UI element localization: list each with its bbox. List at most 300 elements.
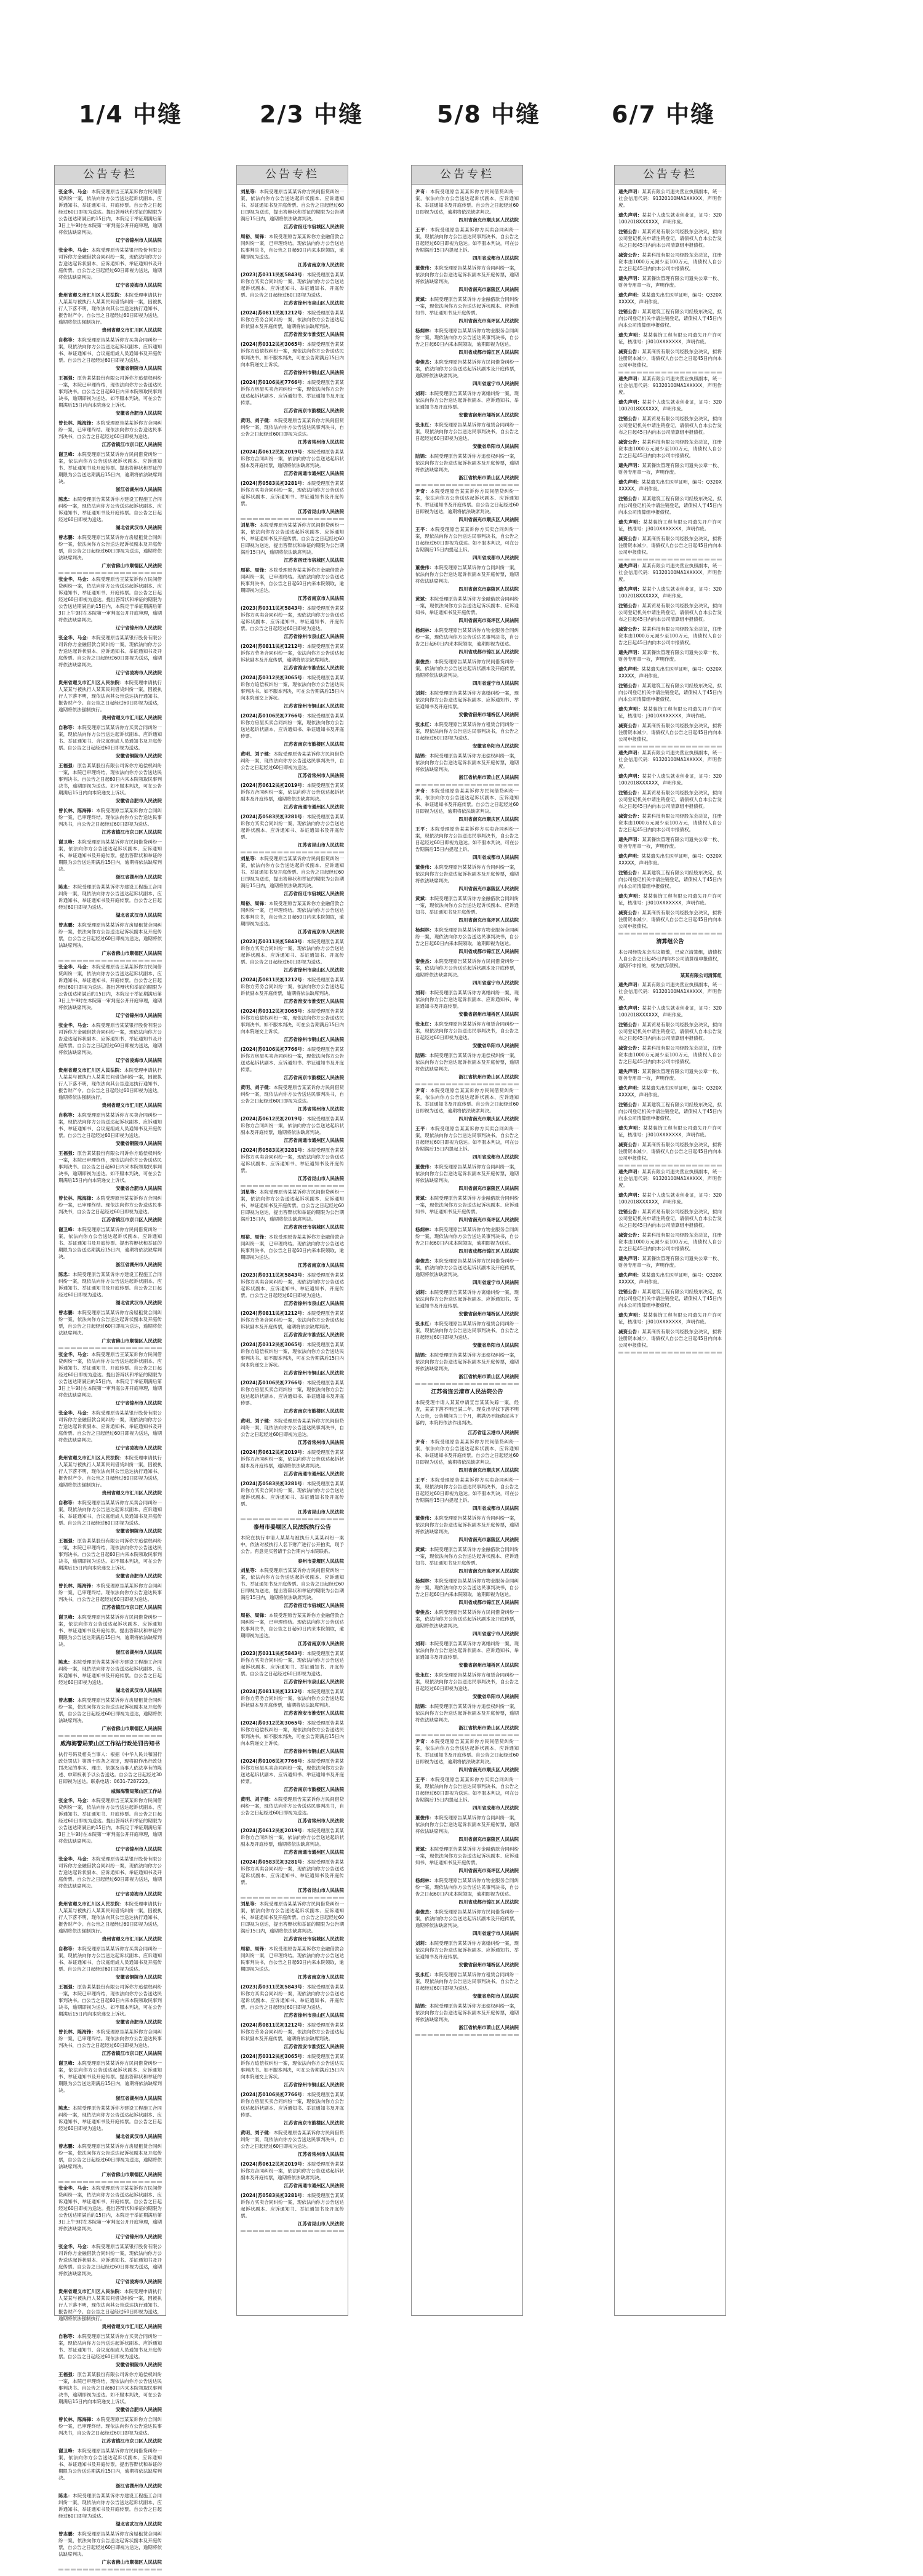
notice-court: 江苏省徐州市泉山区人民法院 bbox=[284, 1679, 344, 1685]
notice-court: 贵州省遵义市汇川区人民法院 bbox=[102, 1936, 162, 1942]
notice-head: 遗失声明： bbox=[618, 666, 642, 672]
notice-text: 某某个人遗失就业创业证，证号：3201002018XXXXXX，声明作废。 bbox=[618, 1005, 722, 1018]
notice-text: 某某商贸有限公司经股东会决议，拟将注册资本减少，请债权人自公告之日起45日内向本公司申报债权。 bbox=[618, 910, 722, 929]
notice-item bbox=[415, 1546, 519, 1574]
notice-item bbox=[241, 188, 344, 230]
notice-text: 本院受理原告某某诉你方民间借贷纠纷一案，现依法向你方公告送达民事判决书，自公告之日起经过60日即视为送达。 bbox=[241, 1085, 344, 1104]
notice-head: 王平： bbox=[415, 527, 431, 532]
notice-text: 某某遗失出生医学证明，编号：Q320XXXXXX，声明作废。 bbox=[618, 1272, 722, 1285]
notice-text: 本院受理原告某某诉你方民间借贷纠纷一案，依法向你方公告送达起诉状副本、应诉通知书、举证通知书及开庭传票。自公告之日起经过60日即视为送达，提出答辩状和举证的期限为公告期满后15日内，逾期将依法缺席判决。 bbox=[241, 1189, 345, 1222]
notice-court: 江苏省南京市鼓楼区人民法院 bbox=[284, 408, 344, 413]
notice-item bbox=[241, 938, 344, 973]
notice-head: 注销公告： bbox=[618, 416, 642, 421]
notice-text: 本院受理申请执行人某某与被执行人某某民间借贷纠纷一案，因被执行人下落不明，现依法向其公告送达执行通知书、报告财产令。自公告之日起经过60日即视为送达，逾期将依法强制执行。 bbox=[58, 292, 162, 325]
notice-court: 江苏省镇江市京口区人民法院 bbox=[102, 829, 162, 835]
notice-court: 辽宁省凌海市人民法院 bbox=[116, 1445, 162, 1451]
notice-head: 张永红： bbox=[415, 1021, 434, 1027]
notice-court: 江苏省南京市人民法院 bbox=[298, 1262, 344, 1268]
notice-text: 本院受理原告某某诉你方买卖合同纠纷一案，现依法向你方公告送达起诉状副本、应诉通知书、举证通知书、合议庭组成人员通知书及开庭传票。自公告之日起经过60日即视为送达。 bbox=[58, 1946, 162, 1972]
notice-head: 王福强： bbox=[58, 763, 78, 768]
notice-text: 某某餐饮管理有限公司遗失公章一枚、财务专用章一枚，声明作废。 bbox=[618, 463, 722, 475]
notice-head: 贵州省遵义市汇川区人民法院： bbox=[58, 1901, 124, 1907]
notice-head: (2024)苏0811民初1212号： bbox=[241, 1310, 307, 1316]
notice-head: 周裕、周锋： bbox=[241, 1946, 269, 1952]
notice-head: 杨炳林： bbox=[415, 1578, 434, 1584]
divider bbox=[58, 1347, 162, 1349]
notice-text: 本院受理原告某某诉你方民间借贷纠纷一案，依法向你方公告送达起诉状副本、应诉通知书、举证通知书及开庭传票。自公告之日起经过60日即视为送达，提出答辩状和举证的期限为公告期满后15日内，逾期将依法缺席判决。 bbox=[241, 856, 345, 888]
notice-text: 某某建筑工程有限公司经股东决定，拟向公司登记机关申请注销登记，请债权人于45日内向本公司清算组申报债权。 bbox=[618, 1102, 722, 1121]
notice-item bbox=[241, 1234, 344, 1269]
notice-head: 陆锦： bbox=[415, 2003, 430, 2009]
notice-head: 自称等： bbox=[58, 725, 78, 730]
notice-item bbox=[415, 2003, 519, 2031]
notice-text: 本院受理原告某某诉你方买卖合同纠纷一案，现依法向你方公告送达起诉状副本、应诉通知书、举证通知书及开庭传票。 bbox=[241, 481, 345, 506]
notice-head: (2024)苏0811民初1212号： bbox=[241, 644, 307, 649]
notice-text: 某某有限公司遗失营业执照副本，统一社会信用代码：91320100MA1XXXXX，声明作废。 bbox=[618, 376, 722, 395]
notice-item bbox=[415, 390, 519, 418]
notice-item bbox=[618, 682, 722, 703]
notice-head: 张金华、马金： bbox=[58, 1410, 92, 1416]
notice-head: 黄明、刘子健： bbox=[241, 1418, 274, 1424]
notice-court: 浙江省湖州市人民法院 bbox=[116, 2483, 162, 2489]
notice-text: 本院受理原告某某诉你方物业服务合同纠纷一案，现依法向你方公告送达民事判决书，自公告之日起60日内来本院领取，逾期即视为送达。 bbox=[415, 628, 519, 647]
notice-item bbox=[618, 439, 722, 459]
notice-item bbox=[241, 1650, 344, 1685]
notice-item bbox=[618, 308, 722, 329]
notice-court: 江苏省宿迁市宿城区人民法院 bbox=[284, 557, 344, 563]
notice-head: 减资公告： bbox=[618, 910, 642, 915]
notice-text: 某某遗失出生医学证明，编号：Q320XXXXXX，声明作废。 bbox=[618, 1085, 722, 1098]
notice-text: 某某装饰工程有限公司遗失开户许可证，核准号：J3010XXXXXXX，声明作废。 bbox=[618, 893, 722, 906]
notice-item bbox=[415, 1703, 519, 1731]
notice-text: 某某个人遗失就业创业证，证号：3201002018XXXXXX，声明作废。 bbox=[618, 773, 722, 786]
notice-head: (2024)苏0811民初1212号： bbox=[241, 977, 307, 983]
notice-item bbox=[618, 649, 722, 663]
notice-head: 陈忠： bbox=[58, 496, 73, 502]
notice-text: 本院受理原告某某诉你方合同纠纷一案，已审理终结。现依法向你方公告送达民事判决书，自公告之日起经过60日即视为送达。 bbox=[58, 2029, 162, 2048]
notice-item bbox=[415, 1814, 519, 1843]
notice-text: 本院受理原告某某诉你方追偿权纠纷一案，依法向你方公告送达起诉状副本及开庭传票，逾期将依法缺席判决。 bbox=[415, 1704, 519, 1723]
notice-item bbox=[618, 1288, 722, 1309]
notice-head: 减资公告： bbox=[618, 723, 642, 728]
notice-text: 某某科技有限公司经股东会决议，注册资本由1000万元减少至100万元，请债权人自公告之日起45日内向本公司申报债权。 bbox=[618, 439, 722, 458]
notice-item bbox=[415, 927, 519, 955]
notice-text: 本院受理原告某某诉你方合同纠纷一案，已审理终结。现依法向你方公告送达民事判决书，自公告之日起经过60日即视为送达。 bbox=[58, 420, 162, 439]
notice-head: 尹奇： bbox=[415, 1088, 431, 1093]
notice-court: 安徽省阜阳市人民法院 bbox=[473, 444, 519, 449]
notice-item bbox=[415, 1609, 519, 1637]
notice-text: 本院受理原告某某诉你方金融借款合同纠纷一案，现依法向你方公告送达起诉状副本、应诉通知书、举证通知书及开庭传票。 bbox=[415, 596, 519, 615]
notice-head: 贵州省遵义市汇川区人民法院： bbox=[58, 680, 124, 685]
notice-text: 本院受理原告某某诉你方民间借贷纠纷一案，依法向你方公告送达起诉状副本及开庭传票，逾期将依法缺席判决。 bbox=[415, 1258, 519, 1277]
notice-text: 本院受理原告某某诉你方民间借贷纠纷一案，依法向你方公告送达起诉状副本及开庭传票，逾期将依法缺席判决。 bbox=[415, 1909, 519, 1928]
notice-head: 注销公告： bbox=[618, 603, 642, 608]
notice-text: 本院受理原告某某诉你方民间借贷纠纷一案，依法向你方公告送达起诉状副本、应诉通知书、举证通知书及开庭传票。自公告之日起经过60日即视为送达，提出答辩状和举证的期限为公告期满后15日内，逾期将依法缺席判决。 bbox=[241, 522, 345, 555]
notice-item bbox=[241, 605, 344, 640]
notice-head: 王福强： bbox=[58, 1538, 78, 1544]
notice-text: 本院受理原告某某诉你方离婚纠纷一案，现依法向你方公告送达起诉状副本、应诉通知书、举证通知书及开庭传票。 bbox=[415, 1641, 519, 1660]
notice-court: 江苏省南京市鼓楼区人民法院 bbox=[284, 1787, 344, 1792]
notice-court: 四川省成都市人民法院 bbox=[473, 1505, 519, 1511]
notice-head: 张金华、马金： bbox=[58, 1352, 92, 1357]
notice-text: 本院受理原告某某诉你方追偿权纠纷一案，现依法向你方公告送达民事判决书。如不服本判决，可在公告期满后15日内向本院递交上诉状。 bbox=[241, 1720, 345, 1746]
notice-item bbox=[415, 658, 519, 687]
notice-court: 四川省遂宁市人民法院 bbox=[473, 381, 519, 386]
notice-text: 原告某某股份有限公司诉你方追偿权纠纷一案，本院已审理终结，现依法向你方公告送达民事判决书。自公告之日起60日内来本院领取民事判决书，逾期即视为送达。如不服本判决，可在公告期满后15日内向本院递交上诉状。 bbox=[58, 1984, 162, 2017]
notice-item bbox=[618, 1068, 722, 1082]
strip-header: 公告专栏 bbox=[237, 165, 348, 185]
notice-text: 某某餐饮管理有限公司遗失公章一枚、财务专用章一枚，声明作废。 bbox=[618, 837, 722, 849]
notice-text: 本院受理原告某某诉你方租赁合同纠纷一案，现依法向你方公告送达民事判决书，自公告之日起经过60日即视为送达。 bbox=[415, 722, 519, 741]
notice-item bbox=[618, 602, 722, 623]
notice-court: 江苏省徐州市铜山区人民法院 bbox=[284, 1037, 344, 1042]
notice-court: 江苏省南京市鼓楼区人民法院 bbox=[284, 1075, 344, 1080]
notice-item bbox=[58, 451, 162, 493]
notice-item bbox=[415, 895, 519, 923]
notice-item bbox=[618, 1125, 722, 1138]
notice-item bbox=[241, 2161, 344, 2189]
section-footer: 威海海警局莱山区工作站 bbox=[111, 1788, 162, 1794]
section-text: 本公司经股东会决议解散，已成立清算组，请债权人自公告之日起45日内向本公司清算组申报债权，逾期不申报的，视为放弃债权。 bbox=[618, 949, 722, 968]
notice-head: 谢卫峰： bbox=[58, 1227, 78, 1232]
notice-item bbox=[58, 963, 162, 1019]
notice-head: 减资公告： bbox=[618, 1232, 642, 1238]
notice-head: (2023)苏0311民初5843号： bbox=[241, 939, 307, 944]
notice-text: 本院受理原告某某诉你方房屋租赁合同纠纷一案，依法向你方公告送达起诉状副本及开庭传票，自公告之日起经过60日即视为送达，逾期将依法缺席判决。 bbox=[58, 2531, 162, 2557]
notice-text: 本院受理原告某某诉你方民间借贷纠纷一案，依法向你方公告送达起诉状副本及开庭传票，逾期将依法缺席判决。 bbox=[415, 1609, 519, 1629]
section-title: 清算组公告 bbox=[656, 939, 684, 945]
notice-text: 某某有限公司遗失营业执照副本，统一社会信用代码：91320100MA1XXXXX，声明作废。 bbox=[618, 189, 722, 208]
section-title: 江苏省连云港市人民法院公告 bbox=[431, 1389, 503, 1395]
notice-head: 减资公告： bbox=[618, 252, 642, 258]
column-title-2-3: 2/3 中缝 bbox=[260, 101, 363, 128]
notice-text: 本院受理原告某某银行股份有限公司诉你方金融借款合同纠纷一案，现依法向你方公告送达起诉状副本、应诉通知书、举证通知书及开庭传票。自公告之日起经过60日即视为送达，逾期将依法缺席判决。 bbox=[58, 2244, 162, 2276]
notice-head: 刘莉： bbox=[415, 1290, 430, 1295]
notice-text: 本院受理原告某某诉你方租赁合同纠纷一案，现依法向你方公告送达民事判决书，自公告之日起经过60日即视为送达。 bbox=[415, 1972, 519, 1991]
notice-text: 本院受理原告某某银行股份有限公司诉你方金融借款合同纠纷一案，现依法向你方公告送达起诉状副本、应诉通知书、举证通知书及开庭传票。自公告之日起经过60日即视为送达，逾期将依法缺席判决。 bbox=[58, 635, 162, 668]
notice-text: 本院受理原告某某诉你方合同纠纷一案，依法向你方公告送达起诉状副本及开庭传票，逾期将依法缺席判决。 bbox=[415, 864, 519, 883]
notice-item bbox=[58, 1309, 162, 1344]
notice-text: 本院受理原告某某诉你方民间借贷纠纷一案，依法向你方公告送达起诉状副本、应诉通知书、举证通知书及开庭传票。自公告之日起经过60日即视为送达，逾期将依法缺席判决。 bbox=[415, 788, 519, 814]
notice-item bbox=[415, 1477, 519, 1512]
notice-head: 董俊伟： bbox=[415, 1815, 434, 1820]
notice-court: 广东省佛山市顺德区人民法院 bbox=[102, 1338, 162, 1344]
notice-item bbox=[241, 480, 344, 515]
divider bbox=[241, 1518, 344, 1520]
notice-head: (2024)苏0583民初3281号： bbox=[241, 1481, 307, 1486]
notice-item bbox=[618, 562, 722, 583]
notice-text: 本院受理原告某某诉你方房屋租赁合同纠纷一案，依法向你方公告送达起诉状副本及开庭传票，自公告之日起经过60日即视为送达，逾期将依法缺席判决。 bbox=[58, 922, 162, 948]
notice-text: 本院受理原告某某诉你方建设工程施工合同纠纷一案，现依法向你方公告送达起诉状副本、应诉通知书、举证通知书及开庭传票。自公告之日起经过60日即视为送达。 bbox=[58, 2493, 162, 2519]
notice-item bbox=[618, 479, 722, 492]
notice-item bbox=[415, 627, 519, 655]
notice-text: 本院受理原告某某诉你方民间借贷纠纷一案，依法向你方公告送达起诉状副本、应诉通知书、举证通知书及开庭传票。提出答辩状和举证的期限为公告送达期满后15日内，逾期将依法缺席判决。 bbox=[58, 1227, 162, 1259]
notice-court: 浙江省湖州市人民法院 bbox=[116, 1649, 162, 1655]
notice-head: 刘莉： bbox=[415, 690, 430, 696]
notice-item bbox=[415, 1195, 519, 1223]
notice-court: 江苏省南通市通州区人民法院 bbox=[284, 1138, 344, 1143]
notice-text: 本院受理原告某某诉你方物业服务合同纠纷一案，现依法向你方公告送达民事判决书，自公告之日起60日内来本院领取，逾期即视为送达。 bbox=[415, 1578, 519, 1597]
notice-court: 四川省南充市高坪区人民法院 bbox=[458, 1868, 519, 1873]
notice-item bbox=[241, 2091, 344, 2126]
notice-text: 本院受理原告某某诉你方买卖合同纠纷一案，现依法向你方公告送达民事判决书，自公告之日起经过60日即视为送达。如不服本判决，可在公告期满后15日内提起上诉。 bbox=[415, 227, 519, 253]
notice-court: 安徽省阜阳市人民法院 bbox=[473, 1342, 519, 1348]
notice-head: (2023)苏0311民初5843号： bbox=[241, 1651, 307, 1656]
notice-court: 浙江省杭州市萧山区人民法院 bbox=[458, 1374, 519, 1379]
notice-head: 张金华、马金： bbox=[58, 1798, 92, 1803]
notice-text: 某某装饰工程有限公司遗失开户许可证，核准号：J3010XXXXXXX，声明作废。 bbox=[618, 519, 722, 532]
notice-text: 某某商贸有限公司经股东会决议，拟将注册资本减少，请债权人自公告之日起45日内向本公司申报债权。 bbox=[618, 1329, 722, 1348]
divider bbox=[618, 1165, 722, 1166]
notice-item bbox=[58, 1984, 162, 2025]
notice-item bbox=[58, 1797, 162, 1852]
notice-court: 江苏省南京市人民法院 bbox=[298, 596, 344, 601]
notice-text: 某某贸易有限公司经股东会决议，拟向公司登记机关申请注销登记，请债权人自本公告发布之日起45日内向本公司清算组申报债权。 bbox=[618, 790, 722, 809]
notice-text: 本院受理原告某某诉你方合同纠纷一案，依法向你方公告送达起诉状副本及开庭传票，逾期将依法缺席判决。 bbox=[241, 2161, 345, 2180]
notice-text: 本院受理原告某某诉你方民间借贷纠纷一案，现依法向你方公告送达民事判决书，自公告之日起经过60日即视为送达。 bbox=[241, 1418, 344, 1437]
notice-text: 本院受理原告某某银行股份有限公司诉你方金融借款合同纠纷一案，现依法向你方公告送达起诉状副本、应诉通知书、举证通知书及开庭传票。自公告之日起经过60日即视为送达，逾期将依法缺席判决。 bbox=[58, 1856, 162, 1889]
notice-head: 董俊伟： bbox=[415, 265, 434, 271]
notice-court: 贵州省遵义市汇川区人民法院 bbox=[102, 327, 162, 333]
notice-head: (2024)苏0312民初3065号： bbox=[241, 2054, 307, 2059]
notice-head: 黄明、刘子健： bbox=[241, 1085, 274, 1090]
notice-court: 安徽省宿州市埇桥区人民法院 bbox=[458, 1962, 519, 1968]
notice-text: 本院受理原告某某诉你方买卖合同纠纷一案，现依法向你方公告送达起诉状副本、应诉通知书、举证通知书、开庭传票。自公告之日起经过60日即视为送达。 bbox=[241, 272, 345, 298]
notice-court: 江苏省淮安市淮安区人民法院 bbox=[284, 1332, 344, 1338]
divider bbox=[618, 372, 722, 373]
notice-head: (2024)苏0106民初7766号： bbox=[241, 380, 307, 385]
notice-court: 四川省南充市嘉陵区人民法院 bbox=[458, 1537, 519, 1542]
notice-head: 谢卫峰： bbox=[58, 452, 78, 457]
notice-text: 本院受理原告某某诉你方买卖合同纠纷一案，现依法向你方公告送达起诉状副本、应诉通知书、举证通知书及开庭传票。 bbox=[241, 1859, 345, 1885]
divider bbox=[241, 1897, 344, 1899]
notice-court: 安徽省阜阳市人民法院 bbox=[473, 743, 519, 749]
notice-head: 黄斌： bbox=[415, 896, 430, 901]
notice-head: 周裕、周锋： bbox=[241, 234, 269, 239]
notice-text: 本院受理原告某某诉你方民间借贷纠纷一案，现依法向你方公告送达民事判决书，自公告之日起经过60日即视为送达。 bbox=[241, 418, 344, 437]
notice-court: 四川省南充市顺庆区人民法院 bbox=[458, 1116, 519, 1122]
notice-court: 浙江省湖州市人民法院 bbox=[116, 874, 162, 880]
notice-text: 本院受理原告某某诉你方民间借贷纠纷一案，依法向你方公告送达起诉状副本、应诉通知书、举证通知书及开庭传票。提出答辩状和举证的期限为公告送达期满后15日内，逾期将依法缺席判决。 bbox=[58, 2448, 162, 2481]
notice-head: 陆锦： bbox=[415, 1704, 430, 1709]
notice-item bbox=[58, 247, 162, 289]
notice-head: 秦俊杰： bbox=[415, 1609, 434, 1615]
notice-text: 本院受理原告某某诉你方合同纠纷一案，已审理终结。现依法向你方公告送达民事判决书，自公告之日起经过60日即视为送达。 bbox=[58, 1195, 162, 1214]
notice-court: 江苏省徐州市泉山区人民法院 bbox=[284, 300, 344, 306]
notice-court: 江苏省南通市通州区人民法院 bbox=[284, 1849, 344, 1855]
notice-text: 某某有限公司遗失营业执照副本，统一社会信用代码：91320100MA1XXXXX，声明作废。 bbox=[618, 563, 722, 582]
notice-court: 江苏省徐州市铜山区人民法院 bbox=[284, 370, 344, 375]
notice-text: 本院受理原告某某诉你方追偿权纠纷一案，依法向你方公告送达起诉状副本及开庭传票，逾期将依法缺席判决。 bbox=[415, 1053, 519, 1072]
notice-text: 本院受理原告某某诉你方建设工程施工合同纠纷一案，现依法向你方公告送达起诉状副本、应诉通知书、举证通知书及开庭传票。自公告之日起经过60日即视为送达。 bbox=[58, 496, 162, 522]
notice-item bbox=[58, 188, 162, 244]
notice-court: 四川省遂宁市人民法院 bbox=[473, 1631, 519, 1637]
notice-court: 江苏省南京市鼓楼区人民法院 bbox=[284, 2120, 344, 2126]
notice-head: 王平： bbox=[415, 826, 431, 832]
notice-text: 本院受理原告某某诉你方买卖合同纠纷一案，现依法向你方公告送达起诉状副本、应诉通知书、举证通知书及开庭传票。 bbox=[241, 2193, 345, 2219]
notice-head: 周裕、周锋： bbox=[241, 567, 269, 573]
notice-item bbox=[618, 188, 722, 209]
notice-head: 注销公告： bbox=[618, 1022, 642, 1027]
notice-court: 浙江省杭州市萧山区人民法院 bbox=[458, 2025, 519, 2030]
notice-item bbox=[58, 1022, 162, 1064]
notice-text: 某某商贸有限公司经股东会决议，拟将注册资本减少，请债权人自公告之日起45日内向本公司申报债权。 bbox=[618, 536, 722, 555]
notice-text: 本院受理原告某某诉你方金融借款合同纠纷一案，现依法向你方公告送达起诉状副本、应诉通知书、举证通知书及开庭传票。 bbox=[415, 896, 519, 915]
notice-item bbox=[618, 981, 722, 1002]
notice-head: 减资公告： bbox=[618, 1142, 642, 1147]
notice-item bbox=[58, 839, 162, 880]
notice-strip-5-8 bbox=[411, 165, 523, 2316]
notice-court: 浙江省杭州市萧山区人民法院 bbox=[458, 1074, 519, 1080]
notice-head: 注销公告： bbox=[618, 496, 642, 501]
section-title: 威海海警局莱山区工作站行政处罚告知书 bbox=[60, 1741, 160, 1747]
notice-court: 江苏省南京市人民法院 bbox=[298, 1641, 344, 1646]
notice-text: 本院受理原告某某诉你方民间借贷纠纷一案，依法向你方公告送达起诉状副本、应诉通知书、举证通知书及开庭传票。自公告之日起经过60日即视为送达，逾期将依法缺席判决。 bbox=[415, 488, 519, 514]
notice-court: 四川省南充市嘉陵区人民法院 bbox=[458, 287, 519, 292]
notice-head: 尹奇： bbox=[415, 488, 431, 494]
notice-item bbox=[618, 813, 722, 833]
notice-text: 某某遗失出生医学证明，编号：Q320XXXXXX，声明作废。 bbox=[618, 853, 722, 866]
notice-item bbox=[241, 341, 344, 376]
notice-item bbox=[241, 1796, 344, 1824]
notice-court: 江苏省淮安市淮安区人民法院 bbox=[284, 665, 344, 671]
notice-item bbox=[58, 2243, 162, 2285]
notice-court: 安徽省铜陵市人民法院 bbox=[116, 1528, 162, 1534]
notice-head: 遗失声明： bbox=[618, 750, 642, 756]
notice-court: 江苏省昆山市人民法院 bbox=[298, 1509, 344, 1515]
notice-head: (2024)苏0612民初2019号： bbox=[241, 2161, 307, 2167]
notice-court: 江苏省常州市人民法院 bbox=[298, 1440, 344, 1445]
divider bbox=[241, 851, 344, 853]
notice-item bbox=[415, 488, 519, 523]
notice-head: 贵州省遵义市汇川区人民法院： bbox=[58, 1455, 124, 1461]
notice-head: (2024)苏0106民初7766号： bbox=[241, 2092, 307, 2097]
notice-head: 尹奇： bbox=[415, 189, 431, 194]
notice-text: 本院受理原告某某诉你方房屋租赁合同纠纷一案，依法向你方公告送达起诉状副本及开庭传票，自公告之日起经过60日即视为送达，逾期将依法缺席判决。 bbox=[58, 2143, 162, 2169]
notice-head: 陆锦： bbox=[415, 453, 430, 459]
notice-text: 某某建筑工程有限公司经股东决定，拟向公司登记机关申请注销登记，请债权人于45日内向本公司清算组申报债权。 bbox=[618, 496, 722, 515]
notice-item bbox=[58, 2288, 162, 2330]
notice-head: 遗失声明： bbox=[618, 1069, 642, 1074]
notice-text: 本院受理原告某某诉你方追偿权纠纷一案，现依法向你方公告送达民事判决书。如不服本判决，可在公告期满后15日内向本院递交上诉状。 bbox=[241, 1008, 345, 1034]
notice-court: 辽宁省锦州市人民法院 bbox=[116, 1013, 162, 1018]
notice-text: 本院受理原告某某诉你方民间借贷纠纷一案，依法向你方公告送达起诉状副本、应诉通知书、举证通知书及开庭传票。自公告之日起经过60日即视为送达，逾期将依法缺席判决。 bbox=[415, 1439, 519, 1465]
notice-item bbox=[618, 626, 722, 646]
notice-court: 辽宁省锦州市人民法院 bbox=[116, 1400, 162, 1406]
notice-court: 广东省佛山市顺德区人民法院 bbox=[102, 951, 162, 956]
notice-court: 江苏省镇江市京口区人民法院 bbox=[102, 1605, 162, 1610]
notice-court: 浙江省杭州市萧山区人民法院 bbox=[458, 775, 519, 780]
notice-text: 本院受理原告某某诉你方劳务合同纠纷一案，依法向你方公告送达起诉状副本及开庭传票，逾期将依法缺席判决。 bbox=[241, 1689, 345, 1708]
notice-text: 本院受理原告王某某诉你方民间借贷纠纷一案，依法向你方公告送达起诉状副本、应诉通知书、举证通知书、开庭传票。自公告之日起经过60日即视为送达。提出答辩状和举证的期限为公告送达期满后的15日内，本院定于举证期满后第3日上午9时在本院第一审判庭公开开庭审理，逾期将依法缺席判决。 bbox=[58, 964, 162, 1010]
notice-text: 本院受理原告某某诉你方物业服务合同纠纷一案，现依法向你方公告送达民事判决书，自公告之日起60日内来本院领取，逾期即视为送达。 bbox=[415, 1227, 519, 1246]
notice-item bbox=[618, 666, 722, 679]
notice-text: 某某建筑工程有限公司经股东决定，拟向公司登记机关申请注销登记，请债权人于45日内向本公司清算组申报债权。 bbox=[618, 309, 722, 328]
notice-text: 本院受理原告某某诉你方民间借贷纠纷一案，依法向你方公告送达起诉状副本及开庭传票，逾期将依法缺席判决。 bbox=[415, 359, 519, 378]
notice-item bbox=[415, 864, 519, 892]
notice-head: (2024)苏0583民初3281号： bbox=[241, 814, 307, 819]
notice-court: 辽宁省凌海市人民法院 bbox=[116, 1058, 162, 1063]
notice-text: 本院受理原告某某诉你方民间借贷纠纷一案，依法向你方公告送达起诉状副本、应诉通知书、举证通知书及开庭传票。提出答辩状和举证的期限为公告送达期满后15日内，逾期将依法缺席判决。 bbox=[58, 1614, 162, 1647]
notice-court: 辽宁省锦州市人民法院 bbox=[116, 237, 162, 243]
notice-item bbox=[618, 722, 722, 743]
notice-item bbox=[58, 1351, 162, 1406]
notice-text: 本院受理原告某某诉你方买卖合同纠纷一案，现依法向你方公告送达民事判决书，自公告之日起经过60日即视为送达。如不服本判决，可在公告期满后15日内提起上诉。 bbox=[415, 826, 519, 852]
notice-text: 本院受理原告某某诉你方房屋租赁合同纠纷一案，依法向你方公告送达起诉状副本及开庭传票，自公告之日起经过60日即视为送达，逾期将依法缺席判决。 bbox=[58, 535, 162, 560]
notice-court: 安徽省铜陵市人民法院 bbox=[116, 2362, 162, 2367]
notice-item bbox=[58, 679, 162, 721]
notice-item bbox=[618, 1085, 722, 1098]
notice-text: 本院受理原告某某诉你方追偿权纠纷一案，现依法向你方公告送达民事判决书。如不服本判决，可在公告期满后15日内向本院递交上诉状。 bbox=[241, 2054, 345, 2080]
notice-item bbox=[241, 1984, 344, 2019]
notice-head: 王福强： bbox=[58, 1150, 78, 1156]
notice-court: 江苏省徐州市铜山区人民法院 bbox=[284, 1370, 344, 1376]
notice-head: 曾长林、陈海锋： bbox=[58, 808, 97, 813]
notice-head: (2024)苏0312民初3065号： bbox=[241, 1008, 307, 1014]
notice-item bbox=[58, 1856, 162, 1897]
notice-text: 某某个人遗失就业创业证，证号：3201002018XXXXXX，声明作废。 bbox=[618, 1192, 722, 1205]
notice-text: 本院受理原告某某诉你方民间借贷纠纷一案，依法向你方公告送达起诉状副本、应诉通知书、举证通知书及开庭传票。自公告之日起经过60日即视为送达，逾期将依法缺席判决。 bbox=[415, 1088, 519, 1114]
notice-text: 本院受理原告某某诉你方合同纠纷一案，依法向你方公告送达起诉状副本及开庭传票，逾期将依法缺席判决。 bbox=[415, 1815, 519, 1834]
notice-text: 某某装饰工程有限公司遗失开户许可证，核准号：J3010XXXXXXX，声明作废。 bbox=[618, 1125, 722, 1138]
notice-text: 本院受理原告某某诉你方合同纠纷一案，已审理终结。现依法向你方公告送达民事判决书，自公告之日起经过60日即视为送达。 bbox=[58, 808, 162, 827]
notice-text: 本院受理原告某某诉你方追偿权纠纷一案，现依法向你方公告送达民事判决书。如不服本判决，可在公告期满后15日内向本院递交上诉状。 bbox=[241, 1342, 345, 1368]
notice-head: 遗失声明： bbox=[618, 292, 642, 298]
notice-text: 原告某某股份有限公司诉你方追偿权纠纷一案，本院已审理终结，现依法向你方公告送达民事判决书。自公告之日起60日内来本院领取民事判决书，逾期即视为送达。如不服本判决，可在公告期满后15日内向本院递交上诉状。 bbox=[58, 1150, 162, 1183]
notice-item bbox=[58, 2416, 162, 2444]
notice-text: 某某个人遗失就业创业证，证号：3201002018XXXXXX，声明作废。 bbox=[618, 212, 722, 225]
notice-head: 注销公告： bbox=[618, 1289, 642, 1294]
notice-head: 张永红： bbox=[415, 422, 434, 428]
notice-text: 原告某某股份有限公司诉你方追偿权纠纷一案，本院已审理终结，现依法向你方公告送达民事判决书。自公告之日起60日内来本院领取民事判决书，逾期即视为送达。如不服本判决，可在公告期满后15日内向本院递交上诉状。 bbox=[58, 2372, 162, 2404]
notice-head: 王平： bbox=[415, 1477, 431, 1483]
strip-header: 公告专栏 bbox=[55, 165, 166, 185]
notice-item bbox=[415, 453, 519, 481]
notice-head: 注销公告： bbox=[618, 1102, 642, 1107]
notice-court: 江苏省镇江市京口区人民法院 bbox=[102, 442, 162, 447]
notice-head: (2024)苏0612民初2019号： bbox=[241, 1828, 307, 1833]
divider bbox=[241, 1185, 344, 1187]
notice-item bbox=[618, 495, 722, 516]
notice-head: 遗失声明： bbox=[618, 479, 642, 485]
notice-head: 张金华、马金： bbox=[58, 247, 92, 253]
notice-item bbox=[618, 869, 722, 890]
notice-head: 遗失声明： bbox=[618, 519, 644, 525]
notice-text: 某某有限公司遗失营业执照副本，统一社会信用代码：91320100MA1XXXXX，声明作废。 bbox=[618, 1169, 722, 1188]
notice-head: 张金华、马金： bbox=[58, 2244, 92, 2249]
notice-court: 江苏省南京市人民法院 bbox=[298, 1974, 344, 1980]
notice-court: 安徽省铜陵市人民法院 bbox=[116, 753, 162, 759]
divider bbox=[415, 484, 519, 486]
divider bbox=[618, 746, 722, 748]
notice-text: 本院受理原告某某诉你方追偿权纠纷一案，依法向你方公告送达起诉状副本及开庭传票，逾期将依法缺席判决。 bbox=[415, 2003, 519, 2022]
notice-text: 本院受理原告某某诉你方追偿权纠纷一案，依法向你方公告送达起诉状副本及开庭传票，逾期将依法缺席判决。 bbox=[415, 453, 519, 473]
notice-head: 王福强： bbox=[58, 1984, 78, 1990]
notice-item bbox=[415, 690, 519, 718]
notice-item bbox=[618, 348, 722, 369]
notice-head: (2024)苏0811民初1212号： bbox=[241, 2022, 307, 2028]
notice-item bbox=[58, 2333, 162, 2368]
notice-text: 本院受理原告某某诉你方物业服务合同纠纷一案，现依法向你方公告送达民事判决书，自公告之日起60日内来本院领取，逾期即视为送达。 bbox=[415, 328, 519, 347]
notice-court: 安徽省阜阳市人民法院 bbox=[473, 1993, 519, 1999]
notice-head: (2024)苏0612民初2019号： bbox=[241, 1116, 307, 1122]
notice-text: 本院受理原告某某诉你方建设工程施工合同纠纷一案，现依法向你方公告送达起诉状副本、应诉通知书、举证通知书及开庭传票。自公告之日起经过60日即视为送达。 bbox=[58, 2105, 162, 2131]
notice-head: 黄明、刘子健： bbox=[241, 418, 274, 423]
notice-item bbox=[415, 1908, 519, 1937]
notice-head: 自称等： bbox=[58, 1112, 78, 1118]
notice-head: (2023)苏0311民初5843号： bbox=[241, 272, 307, 277]
notice-text: 某某餐饮管理有限公司遗失公章一枚、财务专用章一枚，声明作废。 bbox=[618, 1069, 722, 1081]
